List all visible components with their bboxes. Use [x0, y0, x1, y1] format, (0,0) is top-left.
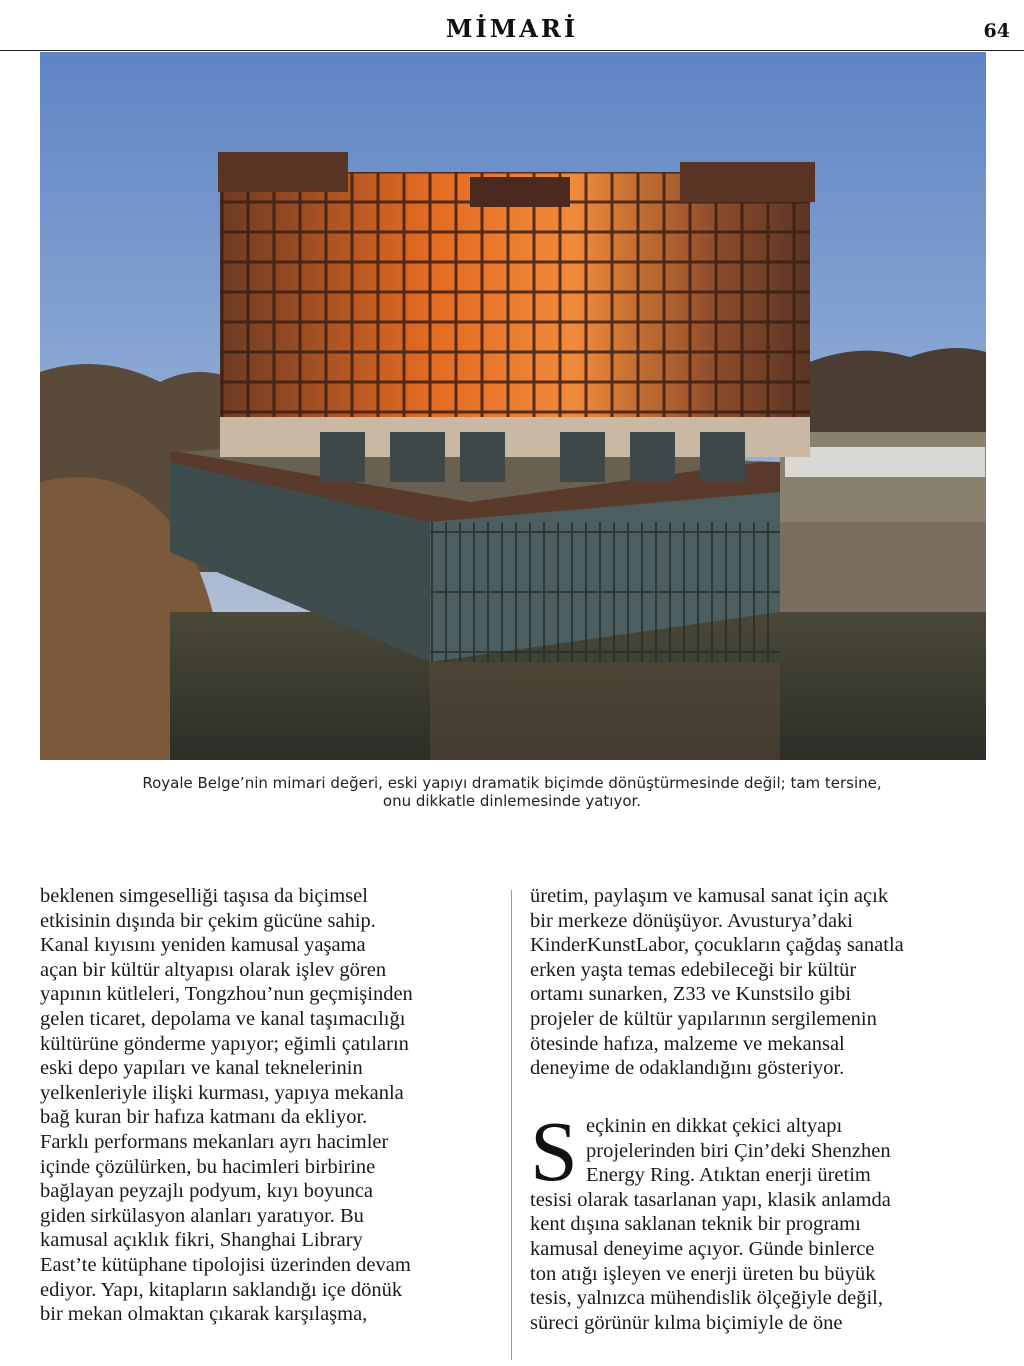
text-line: East’te kütüphane tipolojisi üzerinden devam: [40, 1253, 411, 1276]
text-line: beklenen simgeselliği taşısa da biçimsel: [40, 885, 368, 907]
text-line: ediyor. Yapı, kitapların saklandığı içe dönük: [40, 1278, 403, 1301]
caption-line: Royale Belge’nin mimari değeri, eski yapıyı dramatik biçimde dönüştürmesinde değil; tam tersine,: [142, 774, 882, 792]
text-line: ötesinde hafıza, malzeme ve mekansal: [530, 1032, 845, 1055]
building-photo: [40, 52, 986, 760]
text-line: kent dışına saklanan teknik bir programı: [530, 1213, 861, 1236]
text-line: tesis, yalnızca mühendislik ölçeğiyle değil,: [530, 1287, 883, 1310]
text-line: bir mekan olmaktan çıkarak karşılaşma,: [40, 1303, 368, 1326]
text-line: projeler de kültür yapılarının sergilemenin: [530, 1007, 877, 1030]
text-line: KinderKunstLabor, çocukların çağdaş sanatla: [530, 934, 904, 957]
text-line: üretim, paylaşım ve kamusal sanat için açık: [530, 885, 889, 907]
page-number: 64: [983, 20, 1010, 42]
section-title: MİMARİ: [445, 14, 579, 43]
text-line: gelen ticaret, depolama ve kanal taşımacılığı: [40, 1007, 406, 1030]
right-column-paragraph-2: [530, 1103, 978, 1335]
text-line: ton atığı işleyen ve enerji üreten bu büyük: [530, 1262, 876, 1285]
text-line: Kanal kıyısını yeniden kamusal yaşama: [40, 934, 366, 957]
text-line: eçkinin en dikkat çekici altyapı: [586, 1115, 843, 1137]
text-line: kültürüne gönderme yapıyor; eğimli çatıların: [40, 1032, 409, 1055]
building-illustration: [40, 52, 986, 760]
column-divider: [511, 890, 512, 1360]
text-line: bir merkeze dönüşüyor. Avusturya’daki: [530, 909, 853, 932]
left-column: [40, 884, 488, 1327]
text-line: Farklı performans mekanları ayrı hacimler: [40, 1130, 389, 1153]
text-line: eski depo yapıları ve kanal teknelerinin: [40, 1057, 363, 1080]
text-line: bağlayan peyzajlı podyum, kıyı boyunca: [40, 1180, 374, 1203]
text-line: deneyime de odaklandığını gösteriyor.: [530, 1057, 845, 1080]
text-line: içinde çözülürken, bu hacimleri birbirine: [40, 1155, 376, 1178]
text-line: ortamı sunarken, Z33 ve Kunstsilo gibi: [530, 983, 852, 1006]
text-line: bağ kuran bir hafıza katmanı da ekliyor.: [40, 1106, 368, 1129]
text-line: Energy Ring. Atıktan enerji üretim: [586, 1164, 871, 1187]
right-column: [530, 884, 978, 1081]
text-line: kamusal deneyime açıyor. Günde binlerce: [530, 1237, 875, 1260]
text-line: yelkenleriyle ilişki kurması, yapıya mekanla: [40, 1081, 404, 1104]
drop-cap: S: [530, 1103, 578, 1199]
text-line: tesisi olarak tasarlanan yapı, klasik anlamda: [530, 1188, 891, 1211]
text-line: süreci görünür kılma biçimiyle de öne: [530, 1311, 843, 1334]
text-line: açan bir kültür altyapısı olarak işlev gören: [40, 958, 387, 981]
text-line: kamusal açıklık fikri, Shanghai Library: [40, 1229, 363, 1252]
text-line: etkisinin dışında bir çekim gücüne sahip.: [40, 909, 376, 932]
text-line: yapının kütleleri, Tongzhou’nun geçmişinden: [40, 983, 413, 1006]
caption-line: onu dikkatle dinlemesinde yatıyor.: [382, 792, 642, 810]
photo-caption: [60, 774, 964, 810]
text-line: erken yaşta temas edebileceği bir kültür: [530, 958, 857, 981]
text-line: giden sirkülasyon alanları yaratıyor. Bu: [40, 1204, 364, 1227]
page-header: [0, 0, 1024, 51]
text-line: projelerinden biri Çin’deki Shenzhen: [586, 1139, 891, 1162]
